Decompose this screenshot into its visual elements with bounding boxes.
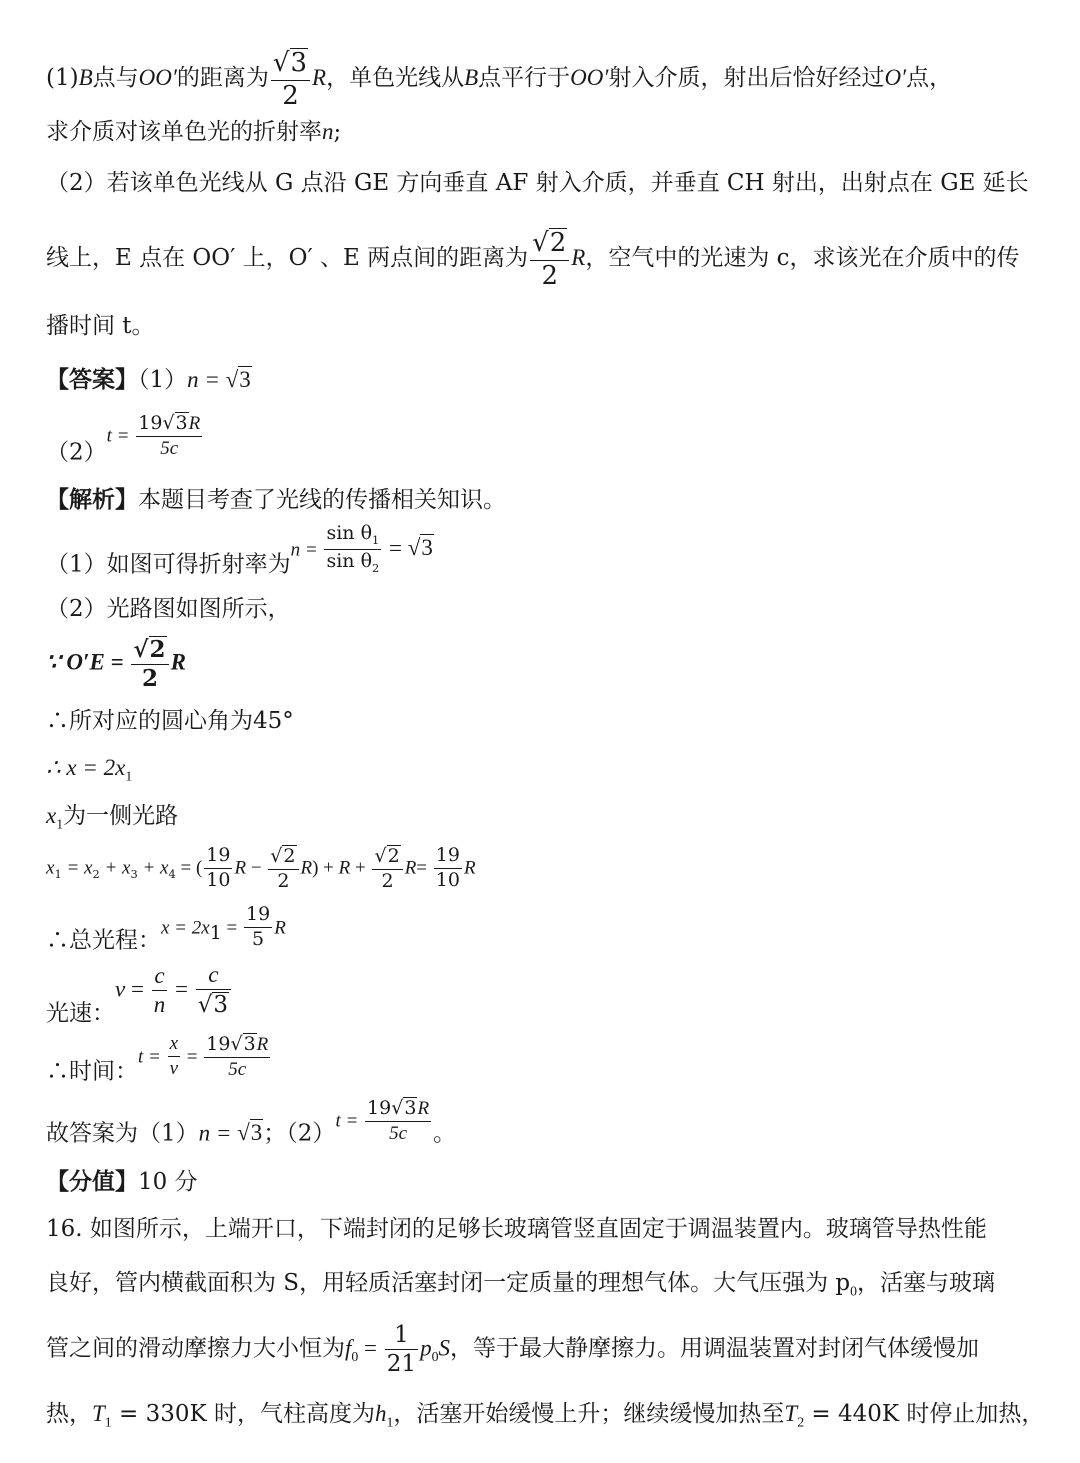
- analysis-angle: ∴所对应的圆心角为45°: [46, 708, 294, 734]
- text: 19: [206, 1033, 231, 1055]
- text: ，等于最大静摩擦力。用调温装置对封闭气体缓慢加: [449, 1335, 979, 1362]
- score-value: 10 分: [138, 1169, 198, 1195]
- text: = 330K 时，气柱高度为: [111, 1401, 375, 1427]
- text: 3: [175, 412, 188, 434]
- text: 光速：: [46, 1000, 115, 1027]
- analysis-because: [46, 636, 186, 691]
- fraction-19-over-10: $\frac{19}{10}$: [206, 844, 231, 891]
- problem16-line1: 16. 如图所示，上端开口，下端封闭的足够长玻璃管竖直固定于调温装置内。玻璃管导热性能: [46, 1216, 987, 1242]
- text: 故答案为（1）: [46, 1120, 199, 1147]
- problem-part2-line1: （2）若该单色光线从 G 点沿 GE 方向垂直 AF 射入介质，并垂直 CH 射出，出射点在 GE 延长: [46, 170, 1029, 196]
- text: R: [571, 244, 586, 270]
- text: （1）: [138, 367, 188, 393]
- problem-part1-line2: [46, 120, 341, 144]
- analysis-step2: （2）光路图如图所示，: [46, 596, 291, 622]
- text: 3: [239, 367, 251, 392]
- analysis-step1: （1）如图可得折射率为n = $\frac{\sin \theta_1}{\sin \theta_2}$ = √3: [46, 522, 433, 578]
- text: 点平行于: [478, 64, 571, 91]
- text: 点与: [92, 64, 139, 91]
- text: 5c: [228, 1058, 247, 1080]
- text: ，空气中的光速为 c，求该光在介质中的传: [585, 244, 1020, 271]
- text: ∴时间：: [46, 1058, 138, 1085]
- score-tag: 【分值】: [46, 1168, 138, 1195]
- text: 热，: [46, 1401, 92, 1427]
- problem16-line4: 热，$T_1 = 330K$ 时，气柱高度为$h_1$，活塞开始缓慢上升；继续缓慢加热至$T_2 = 440K$ 时停止加热，: [46, 1401, 1045, 1430]
- text: 2: [541, 260, 558, 291]
- text: 。: [433, 1120, 457, 1147]
- text: 2: [141, 665, 158, 693]
- text: B: [464, 64, 479, 90]
- fraction-sqrt2-over-2: $\frac{√2}{2}$: [268, 845, 298, 892]
- analysis-total-path: ∴总光程：$x = 2x_1$ = $\frac{19}{5}$ R: [46, 903, 286, 954]
- analysis-x1-desc: $x_1$为一侧光路: [46, 803, 179, 832]
- fraction-19-over-10: $\frac{19}{10}$: [435, 844, 460, 891]
- problem-part2-line2: [46, 228, 1020, 290]
- text: ，单色光线从: [326, 64, 465, 91]
- analysis-tag: 【解析】: [46, 486, 138, 513]
- answer-tag: 【答案】: [46, 366, 138, 393]
- text: 点，: [906, 64, 953, 91]
- problem-part1-line1: [46, 48, 952, 110]
- text: 3: [290, 48, 308, 78]
- fraction-sqrt2-over-2: $\frac{√2}{2}$: [530, 228, 569, 290]
- text: 为一侧光路: [63, 803, 179, 829]
- problem16-line3: 管之间的滑动摩擦力大小恒为$f_0$ = $\frac{1}{21}$ $p_0S$，等于最大静摩擦力。用调温装置对封闭气体缓慢加: [46, 1322, 979, 1378]
- text: OO′: [138, 64, 177, 90]
- answer-line1: 【答案】（1）n = √3: [46, 366, 251, 393]
- fraction-x-over-v: $\frac{x}{v}$: [169, 1033, 179, 1079]
- text: sin θ: [326, 549, 373, 572]
- fraction-t: $\frac{19√3R}{5c}$: [138, 412, 201, 459]
- fraction-sqrt2-over-2: $\frac{√2}{2}$: [131, 636, 168, 691]
- text: （2）: [46, 439, 107, 466]
- text: 管之间的滑动摩擦力大小恒为: [46, 1335, 345, 1362]
- fraction-sqrt2-over-2: $\frac{√2}{2}$: [372, 845, 402, 892]
- problem16-line2: 良好，管内横截面积为 S，用轻质活塞封闭一定质量的理想气体。大气压强为 $p_0$，活塞与玻璃: [46, 1270, 996, 1299]
- text: OO′: [570, 64, 609, 90]
- text: n =: [290, 539, 323, 561]
- analysis-x-eq: ∴ $x = 2x_1$: [46, 755, 133, 784]
- text: B: [78, 64, 93, 90]
- text: 线上，E 点在 OO′ 上，O′ 、E 两点间的距离为: [46, 244, 529, 271]
- text: 良好，管内横截面积为 S，用轻质活塞封闭一定质量的理想气体。大气压强为 p: [46, 1270, 851, 1296]
- text: 3: [213, 992, 228, 1019]
- text: （1）如图可得折射率为: [46, 551, 291, 578]
- fraction-1-over-21: $\frac{1}{21}$: [386, 1322, 417, 1378]
- analysis-time: ∴时间：t = $\frac{x}{v}$ = $\frac{19√3R}{5c}$: [46, 1033, 269, 1085]
- text: 射入介质，射出后恰好经过: [608, 64, 885, 91]
- analysis-intro: [46, 488, 506, 512]
- text: 3: [421, 535, 433, 561]
- text: sin θ: [326, 522, 373, 544]
- text: ，活塞开始缓慢上升；继续缓慢加热至: [393, 1401, 785, 1427]
- analysis-speed: 光速：v = $\frac{c}{n}$ = $\frac{c}{√3}$: [46, 963, 233, 1026]
- fraction-19-over-5: $\frac{19}{5}$: [246, 903, 271, 950]
- text: R: [312, 64, 327, 90]
- text: 本题目考查了光线的传播相关知识。: [138, 487, 506, 513]
- text: ∵ O′E =: [46, 649, 130, 675]
- text: t =: [106, 425, 135, 447]
- text: n: [322, 119, 334, 144]
- text: 求介质对该单色光的折射率: [46, 119, 322, 145]
- text: ；（2）: [263, 1120, 336, 1147]
- text: T: [92, 1401, 105, 1426]
- answer-line2: [46, 412, 204, 464]
- text: 19: [138, 412, 163, 434]
- fraction-t: $\frac{19√3R}{5c}$: [206, 1033, 269, 1080]
- fraction-c-over-n: $\frac{c}{n}$: [153, 963, 166, 1018]
- text: 5c: [160, 437, 179, 459]
- text: 的距离为: [176, 64, 269, 91]
- text: R: [188, 413, 201, 434]
- text: ∴ x = 2x: [46, 755, 126, 780]
- text: ，活塞与玻璃: [857, 1270, 996, 1296]
- analysis-x1-eq: $x_1 = x_2 + x_3 + x_4$ = ( $\frac{19}{10}$ R − $\frac{√2}{2}$ R) + R + $\frac{√2}{2}$ R= $\frac{19}{10}$ R: [46, 844, 476, 892]
- text: n =: [187, 367, 226, 392]
- score-line: [46, 1170, 198, 1194]
- fraction-t: $\frac{19√3R}{5c}$: [367, 1097, 430, 1144]
- fraction-sin: $\frac{\sin \theta_1}{\sin \theta_2}$: [326, 522, 380, 575]
- text: = 440K 时停止加热，: [804, 1401, 1045, 1427]
- text: (1): [46, 64, 79, 91]
- text: O′: [884, 64, 907, 90]
- fraction-sqrt3-over-2: $\frac{√3}{2}$: [271, 48, 310, 110]
- text: ;: [333, 119, 342, 145]
- text: 2: [549, 228, 567, 258]
- problem-part2-line3: 播时间 t。: [46, 313, 155, 339]
- text: 2: [282, 80, 299, 111]
- text: R: [170, 649, 186, 675]
- analysis-final: 故答案为（1）n = √3；（2）t = $\frac{19√3R}{5c}$ 。: [46, 1097, 457, 1147]
- fraction-c-over-sqrt3: $\frac{c}{√3}$: [196, 963, 231, 1018]
- text: 2: [149, 636, 166, 663]
- text: ∴总光程：: [46, 927, 161, 954]
